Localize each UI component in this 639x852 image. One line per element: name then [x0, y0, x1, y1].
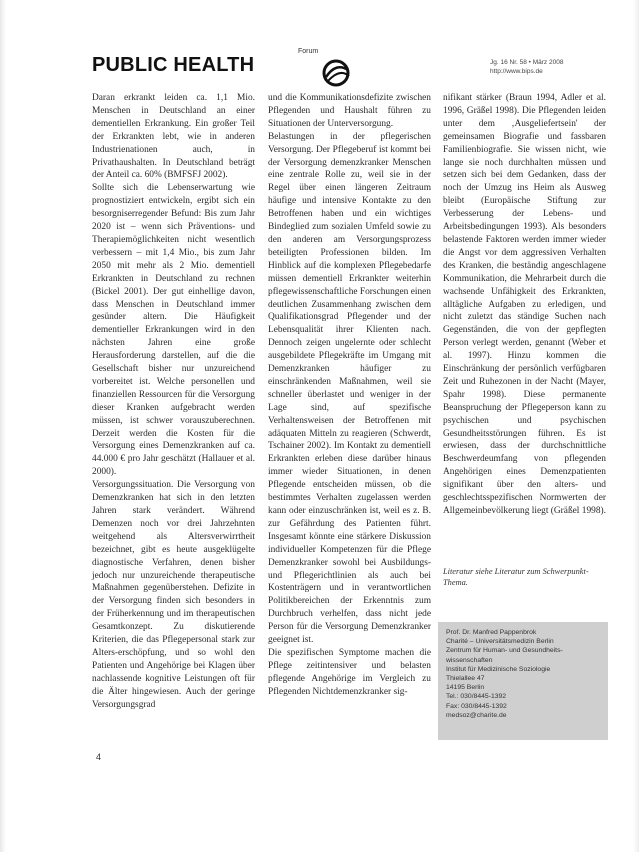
text-column-2	[268, 92, 431, 699]
text-column-1	[92, 92, 255, 712]
header-journal-info	[490, 58, 620, 76]
contact-lines	[446, 628, 606, 720]
journal-reference: Jg. 16 Nr. 58 • März 2008	[490, 59, 564, 66]
paragraph: Sollte sich die Lebenserwartung wie prognostiziert entwickeln, ergibt sich ein besorgniserregender Befund: Bis zum Jahr 2020 ist – wenn sich Präventions- und Therapiemöglichkeiten nicht wesentlich verbessern – mit 1,4 Mio., bis zum Jahr 2050 mit mehr als 2 Mio. dementiell Erkrankten in Deutschland zu rechnen (Bickel 2001). Der gut einhellige davon, dass Menschen in Deutschland immer gesünder altern. Die Häufigkeit dementieller Erkrankungen wird in den nächsten Jahren eine große Herausforderung darstellen, auf die die Gesellschaft bisher nur unzureichend vorbereitet ist. Welche personellen und finanziellen Ressourcen für die Versorgung dieser Kranken aufgebracht werden müssen, ist schwer vorauszuberechnen. Derzeit werden die Kosten für die Versorgung eines Demenzkranken auf ca. 44.000 € pro Jahr geschätzt (Hallauer et al. 2000).	[92, 183, 255, 478]
contact-line: Institut für Medizinische Soziologie	[446, 665, 551, 673]
contact-line: Zentrum für Human- und Gesundheits-	[446, 647, 563, 655]
contact-email[interactable]: medsoz@charite.de	[446, 711, 507, 719]
logo-wordmark: PUBLIC HEALTH	[92, 54, 255, 76]
journal-url: http://www.bips.de	[490, 68, 543, 75]
paragraph: nifikant stärker (Braun 1994, Adler et al. 1996, Gräßel 1998). Die Pflegenden leiden unter dem ‚Ausgeliefertsein' der gemeinsamen Biografie und fassbaren Familienbiografie. Sie wissen nicht, wie lange sie noch durchhalten müssen und setzen sich bei dem Gedanken, dass der noch der Umzug ins Heim als Ausweg bleibt (Europäische Stiftung zur Verbesserung der Lebens- und Arbeitsbedingungen 1993). Als besonders belastende Faktoren werden immer wieder die Angst vor dem aggressiven Verhalten des Kranken, die beständig angeschlagene Kommunikation, die Mehrarbeit durch die wachsende Unfähigkeit des Erkrankten, alltägliche Aufgaben zu erledigen, und nicht zuletzt das ständige Suchen nach Gegenständen, die von der gepflegten Person verlegt werden, genannt (Weber et al. 1997). Hinzu kommen die Einschränkung der persönlich verfügbaren Zeit und Ruhezonen in der Nacht (Mayer, Spahr 1998). Diese permanente Beanspruchung der Pflegeperson kann zu psychischen und psychischen Gesundheitsstörungen führen. Es ist erwiesen, dass der durchschnittliche Beschwerdeumfang von pflegenden Angehörigen eines Demenzpatienten signifikant über den alters- und geschlechtsspezifischen Normwerten der Allgemeinbevölkerung liegt (Gräßel 1998).	[443, 93, 606, 516]
contact-line: Prof. Dr. Manfred Pappenbrok	[446, 629, 537, 636]
text-column-3	[443, 92, 606, 518]
paragraph: Versorgungssituation. Die Versorgung von Demenzkranken hat sich in den letzten Jahren stark verändert. Während Demenzen noch vor drei Jahrzehnten weitgehend als Altersverwirrtheit bezeichnet, gibt es heute ausgeklügelte diagnostische Verfahren, denen bisher jedoch nur unzureichende therapeutische Maßnahmen gegenüberstehen. Defizite in der Versorgung finden sich besonders in der Früherkennung und im therapeutischen Gesamtkonzept. Zu diskutierende Kriterien, die das Pflegepersonal stark zur Alters-erschöpfung, und so wohl den Patienten und Angehörige bei Klagen über nachlassende kognitive Leistungen oft für die Älter hingewiesen. Auch der geringe Versorgungsgrad	[92, 480, 255, 710]
paragraph: Daran erkrankt leiden ca. 1,1 Mio. Menschen in Deutschland an einer dementiellen Erkrankung. Ein großer Teil der Erkrankten lebt, wie in anderen Industrienationen auch, in Privathaushalten. In Deutschland beträgt der Anteil ca. 60% (BMFSFJ 2002).	[92, 93, 255, 181]
literature-reference-note: Literatur siehe Literatur zum Schwerpunkt-Thema.	[443, 567, 589, 587]
contact-line: wissenschaften	[446, 656, 493, 664]
contact-line: 14195 Berlin	[446, 684, 485, 692]
author-contact-box	[438, 622, 608, 740]
logo-forum-label: Forum	[298, 48, 319, 55]
journal-logo	[92, 48, 319, 88]
logo-swirl-icon	[318, 58, 354, 88]
paragraph: Die spezifischen Symptome machen die Pflege zeitintensiver und belasten pflegende Angehörige im Vergleich zu Pflegenden Nichtdemenzkranker sig-	[268, 647, 431, 697]
paragraph: Belastungen in der pflegerischen Versorgung. Der Pflegeberuf ist kommt bei der Versorgung demenzkranker Menschen eine zentrale Rolle zu, weil sie in der Regel über einen längeren Zeitraum häufige und intensive Kontakte zu den Betroffenen haben und ein wichtiges Bindeglied zum sozialen Umfeld sowie zu den anderen am Versorgungsprozess beteiligten Professionen bilden. Im Hinblick auf die komplexen Pflegebedarfe müssen dementiell Erkrankter weiterhin pflegewissenschaftliche Forschungen einen deutlichen Zusammenhang zwischen dem Qualifikationsgrad Pflegender und der Lebensqualität ihrer Klienten nach. Dennoch zeigen ungelernte oder schlecht ausgebildete Pflegekräfte im Umgang mit Demenzkranken häufiger zu einschränkenden Maßnahmen, weil sie schneller überlastet und weniger in der Lage sind, auf spezifische Verhaltensweisen der Betroffenen mit adäquaten Mitteln zu reagieren (Schwerdt, Tschainer 2002). Im Kontakt zu dementiell Erkrankten erleben diese darüber hinaus immer wieder Situationen, in denen Pflegende entscheiden müssen, ob die bestimmtes Verhalten zugelassen werden kann oder einzuschränken ist, weil es z. B. zur Gefährdung des Patienten führt. Insgesamt könnte eine stärkere Diskussion individueller Kompetenzen für die Pflege Demenzkranker sowohl bei Ausbildungs- und Pflegerichtlinien als auch bei Kostenträgern und in verantwortlichen Politikbereichen der Erkenntnis zum Durchbruch verhelfen, dass nicht jede Person für die Versorgung Demenzkranker geeignet ist.	[268, 131, 431, 646]
contact-line: Fax: 030/8445-1392	[446, 702, 507, 710]
contact-line: Tel.: 030/8445-1392	[446, 693, 507, 701]
paragraph: und die Kommunikationsdefizite zwischen Pflegenden und Haushalt führen zu Situationen der Unterversorgung.	[268, 93, 431, 129]
contact-line: Thielallee 47	[446, 675, 485, 683]
contact-line: Charité – Universitätsmedizin Berlin	[446, 638, 554, 646]
page-number: 4	[96, 752, 102, 762]
